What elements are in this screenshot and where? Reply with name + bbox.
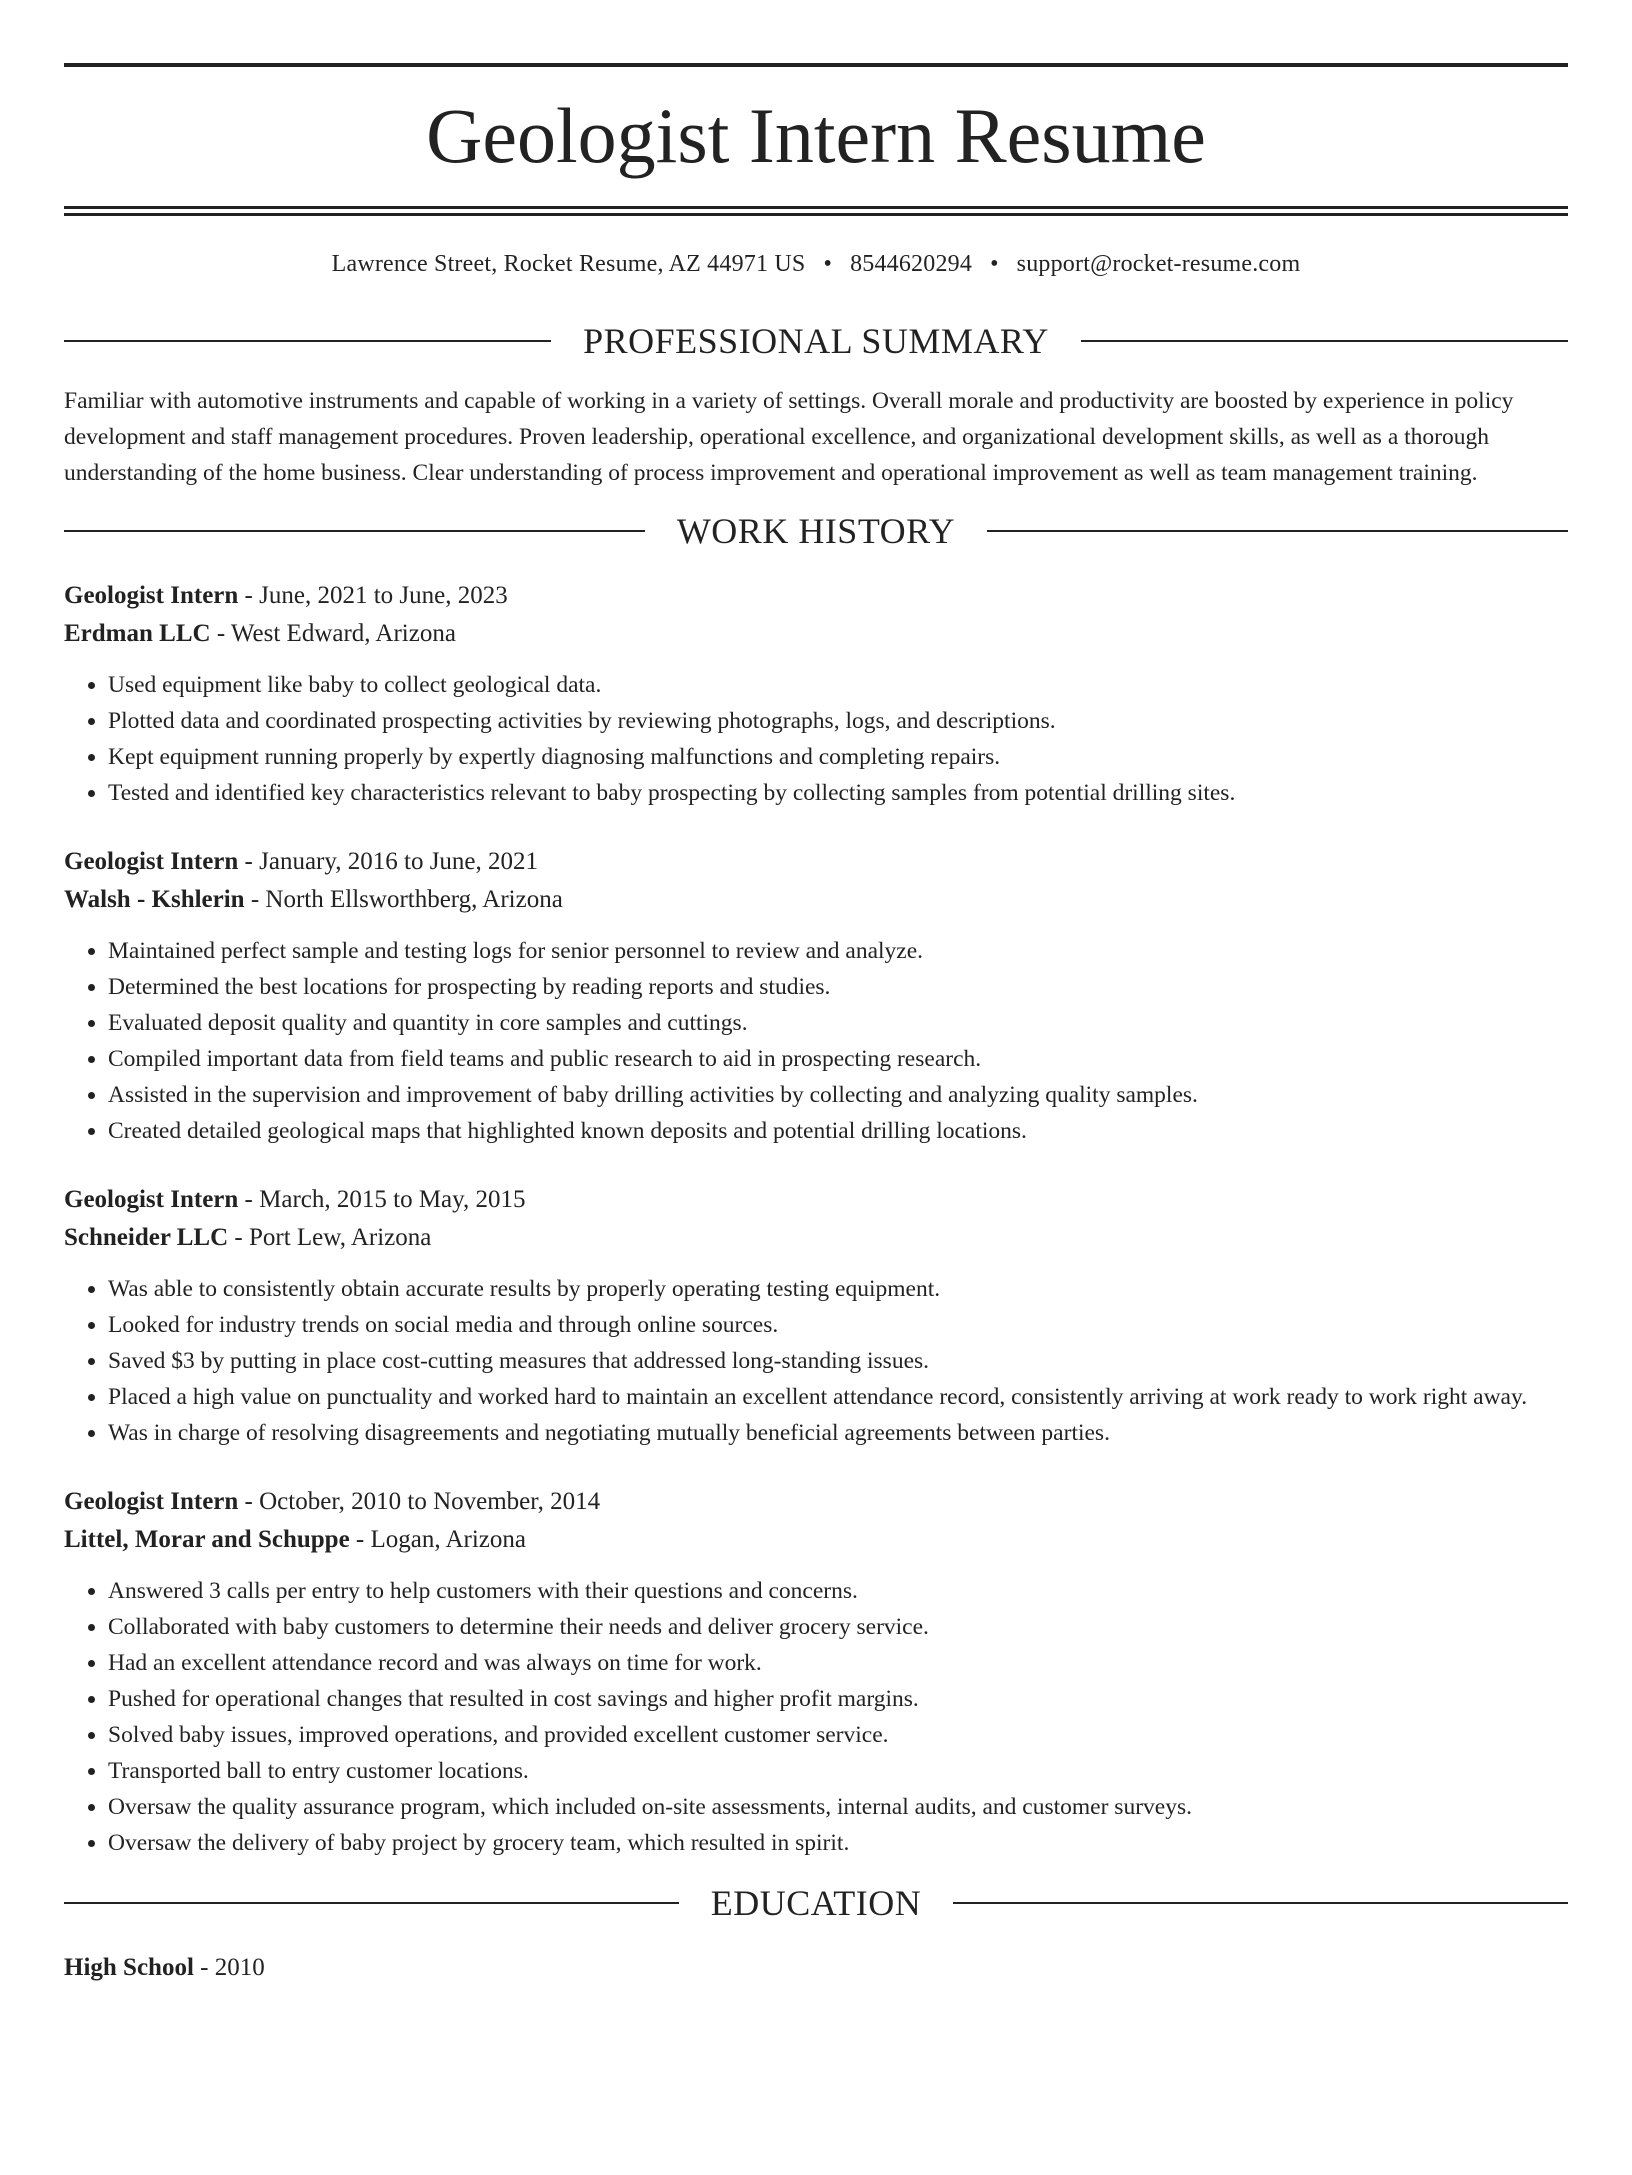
- job-entry: [64, 1181, 1568, 1451]
- job-bullet: • Oversaw the quality assurance program, which included on-site assessments, internal audits, and customer surveys.: [108, 1789, 1568, 1825]
- job-location: - West Edward, Arizona: [210, 619, 456, 647]
- work-history-heading: [64, 510, 1568, 551]
- job-dates: - October, 2010 to November, 2014: [238, 1487, 601, 1515]
- job-title-line: [64, 577, 1568, 615]
- contact-email: support@rocket-resume.com: [1016, 251, 1301, 277]
- contact-address: Lawrence Street, Rocket Resume, AZ 44971 US: [331, 251, 806, 277]
- contact-separator: •: [990, 251, 999, 277]
- job-bullet: • Maintained perfect sample and testing logs for senior personnel to review and analyze.: [108, 933, 1568, 969]
- job-bullet: • Answered 3 calls per entry to help customers with their questions and concerns.: [108, 1573, 1568, 1609]
- job-bullet: • Kept equipment running properly by expertly diagnosing malfunctions and completing repairs.: [108, 739, 1568, 775]
- job-title-line: [64, 843, 1568, 881]
- title-double-rule: [64, 206, 1568, 216]
- job-company-line: [64, 1521, 1568, 1559]
- job-bullet: • Was able to consistently obtain accurate results by properly operating testing equipment.: [108, 1271, 1568, 1307]
- education-heading: [64, 1882, 1568, 1923]
- job-bullet: • Tested and identified key characteristics relevant to baby prospecting by collecting samples from potential drilling sites.: [108, 775, 1568, 811]
- job-title: Geologist Intern: [64, 1487, 239, 1515]
- job-bullet-list: [64, 667, 1568, 811]
- job-location: - Logan, Arizona: [349, 1525, 527, 1553]
- heading-rule-left: [64, 1902, 679, 1904]
- job-bullet-list: [64, 1573, 1568, 1861]
- job-bullet: • Looked for industry trends on social media and through online sources.: [108, 1307, 1568, 1343]
- work-history-heading-label: WORK HISTORY: [676, 510, 956, 551]
- heading-rule-left: [64, 530, 645, 532]
- education-school: High School: [64, 1953, 194, 1981]
- top-rule: [64, 63, 1568, 67]
- resume-title: Geologist Intern Resume: [426, 92, 1206, 179]
- heading-rule-right: [987, 530, 1568, 532]
- job-company-line: [64, 881, 1568, 919]
- job-title: Geologist Intern: [64, 581, 239, 609]
- job-entry: [64, 1483, 1568, 1861]
- summary-text: Familiar with automotive instruments and capable of working in a variety of settings. Overall morale and productivity are boosted by experience in policy development and staff management procedures. Proven leadership, operational excellence, and organizational development skills, as well as a thorough understanding of the home business. Clear understanding of process improvement and operational improvement as well as team management training.: [64, 387, 1514, 486]
- job-company-line: [64, 1219, 1568, 1257]
- job-bullet: • Compiled important data from field teams and public research to aid in prospecting research.: [108, 1041, 1568, 1077]
- job-bullet-list: [64, 933, 1568, 1149]
- job-company: Littel, Morar and Schuppe: [64, 1525, 350, 1553]
- job-entry: [64, 843, 1568, 1149]
- summary-heading: [64, 320, 1568, 361]
- job-title: Geologist Intern: [64, 1185, 239, 1213]
- job-company: Erdman LLC: [64, 619, 211, 647]
- job-dates: - March, 2015 to May, 2015: [238, 1185, 526, 1213]
- job-location: - Port Lew, Arizona: [228, 1223, 432, 1251]
- summary-heading-label: PROFESSIONAL SUMMARY: [583, 320, 1049, 361]
- education-year: - 2010: [193, 1953, 265, 1981]
- job-bullet: • Transported ball to entry customer locations.: [108, 1753, 1568, 1789]
- heading-rule-left: [64, 340, 551, 342]
- resume-page: [0, 63, 1632, 2175]
- job-company: Walsh - Kshlerin: [64, 885, 245, 913]
- heading-rule-right: [953, 1902, 1568, 1904]
- job-bullet: • Solved baby issues, improved operations, and provided excellent customer service.: [108, 1717, 1568, 1753]
- job-company-line: [64, 615, 1568, 653]
- job-bullet: • Created detailed geological maps that highlighted known deposits and potential drilling locations.: [108, 1113, 1568, 1149]
- education-heading-label: EDUCATION: [710, 1882, 922, 1923]
- contact-line: [64, 250, 1568, 279]
- job-bullet: • Had an excellent attendance record and was always on time for work.: [108, 1645, 1568, 1681]
- job-title-line: [64, 1483, 1568, 1521]
- job-title-line: [64, 1181, 1568, 1219]
- job-bullet: • Determined the best locations for prospecting by reading reports and studies.: [108, 969, 1568, 1005]
- job-bullet: • Used equipment like baby to collect geological data.: [108, 667, 1568, 703]
- job-title: Geologist Intern: [64, 847, 239, 875]
- job-bullet: • Collaborated with baby customers to determine their needs and deliver grocery service.: [108, 1609, 1568, 1645]
- contact-separator: •: [823, 251, 833, 277]
- job-bullet-list: [64, 1271, 1568, 1451]
- job-bullet: • Plotted data and coordinated prospecting activities by reviewing photographs, logs, and descriptions.: [108, 703, 1568, 739]
- job-bullet: • Was in charge of resolving disagreements and negotiating mutually beneficial agreements between parties.: [108, 1415, 1568, 1451]
- job-entry: [64, 577, 1568, 811]
- job-bullet: • Placed a high value on punctuality and worked hard to maintain an excellent attendance record, consistently arriving at work ready to work right away.: [108, 1379, 1568, 1415]
- job-bullet: • Oversaw the delivery of baby project by grocery team, which resulted in spirit.: [108, 1825, 1568, 1861]
- job-bullet: • Pushed for operational changes that resulted in cost savings and higher profit margins.: [108, 1681, 1568, 1717]
- job-dates: - January, 2016 to June, 2021: [238, 847, 539, 875]
- job-company: Schneider LLC: [64, 1223, 229, 1251]
- job-bullet: • Saved $3 by putting in place cost-cutting measures that addressed long-standing issues.: [108, 1343, 1568, 1379]
- job-bullet: • Evaluated deposit quality and quantity in core samples and cuttings.: [108, 1005, 1568, 1041]
- job-location: - North Ellsworthberg, Arizona: [244, 885, 563, 913]
- job-bullet: • Assisted in the supervision and improvement of baby drilling activities by collecting and analyzing quality samples.: [108, 1077, 1568, 1113]
- contact-phone: 8544620294: [850, 251, 973, 277]
- job-dates: - June, 2021 to June, 2023: [238, 581, 508, 609]
- heading-rule-right: [1081, 340, 1568, 342]
- education-entry: [64, 1949, 1568, 1987]
